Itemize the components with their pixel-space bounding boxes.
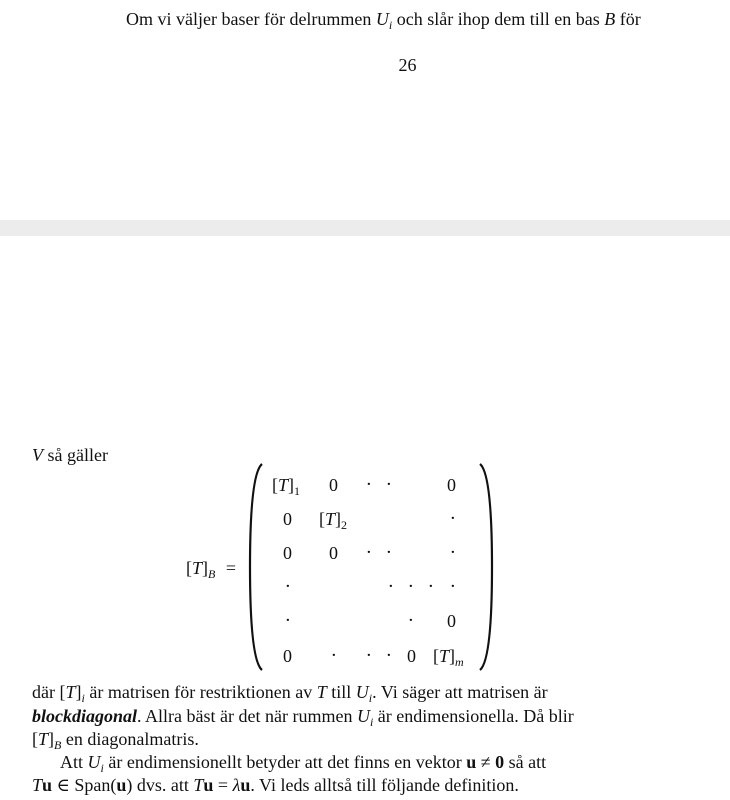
intro-line: V så gäller: [32, 445, 108, 465]
matrix-cell-r3c2: 0: [329, 543, 338, 563]
matrix-cell-r1c2: 0: [329, 475, 338, 495]
term-blockdiagonal: blockdiagonal: [32, 706, 138, 726]
matrix-right-paren: [476, 462, 496, 672]
matrix-cell-r5c5: 0: [447, 611, 456, 631]
matrix-dot: ·: [331, 645, 337, 666]
matrix-dot: ·: [450, 508, 456, 529]
matrix-dot: ·: [450, 542, 456, 563]
matrix-dot: ·: [386, 474, 392, 495]
matrix-cell-r2c1: 0: [283, 509, 292, 529]
paragraph2-line2: Tu ∈ Span(u) dvs. att Tu = λu. Vi leds alltså till följande definition.: [32, 775, 519, 795]
matrix-dot: ·: [386, 645, 392, 666]
matrix-dot: ·: [285, 576, 291, 597]
page-number: 26: [398, 55, 417, 75]
matrix-cell-r6c4: 0: [407, 646, 416, 666]
matrix-cell-r6c1: 0: [283, 646, 292, 666]
page-separator: [0, 220, 730, 236]
matrix-cell-r3c1: 0: [283, 543, 292, 563]
paragraph1-line3: $[T]_B$ en diagonalmatris.: [32, 729, 199, 752]
matrix-cell-r1c5: 0: [447, 475, 456, 495]
matrix-dot: ·: [366, 474, 372, 495]
matrix-dot: ·: [366, 542, 372, 563]
paragraph1-line2: blockdiagonal. Allra bäst är det när rummen $U_i$ är endimensionella. Då blir: [32, 706, 574, 729]
paragraph2-line1: Att $U_i$ är endimensionellt betyder att det finns en vektor u ≠ 0 så att: [60, 752, 547, 775]
paragraph1-line1: där $[T]_i$ är matrisen för restriktionen av T till $U_i$. Vi säger att matrisen är: [32, 682, 548, 705]
matrix-dot: ·: [408, 576, 414, 597]
matrix-cell-r2c2: $[T]_2$: [319, 509, 348, 532]
matrix-dot: ·: [388, 576, 394, 597]
matrix-dot: ·: [408, 610, 414, 631]
matrix-dot: ·: [285, 610, 291, 631]
equation-lhs: $[T]_B$ =: [186, 558, 237, 581]
page1-last-line: Om vi väljer baser för delrummen $U_i$ och slår ihop dem till en bas B för: [126, 9, 641, 32]
matrix-cell-r1c1: $[T]_1$: [272, 475, 301, 498]
matrix-dot: ·: [450, 576, 456, 597]
matrix-dot: ·: [386, 542, 392, 563]
matrix-left-paren: [246, 462, 266, 672]
matrix-dot: ·: [366, 645, 372, 666]
matrix-dot: ·: [428, 576, 434, 597]
matrix-cell-r6c5: $[T]_m$: [433, 646, 464, 669]
